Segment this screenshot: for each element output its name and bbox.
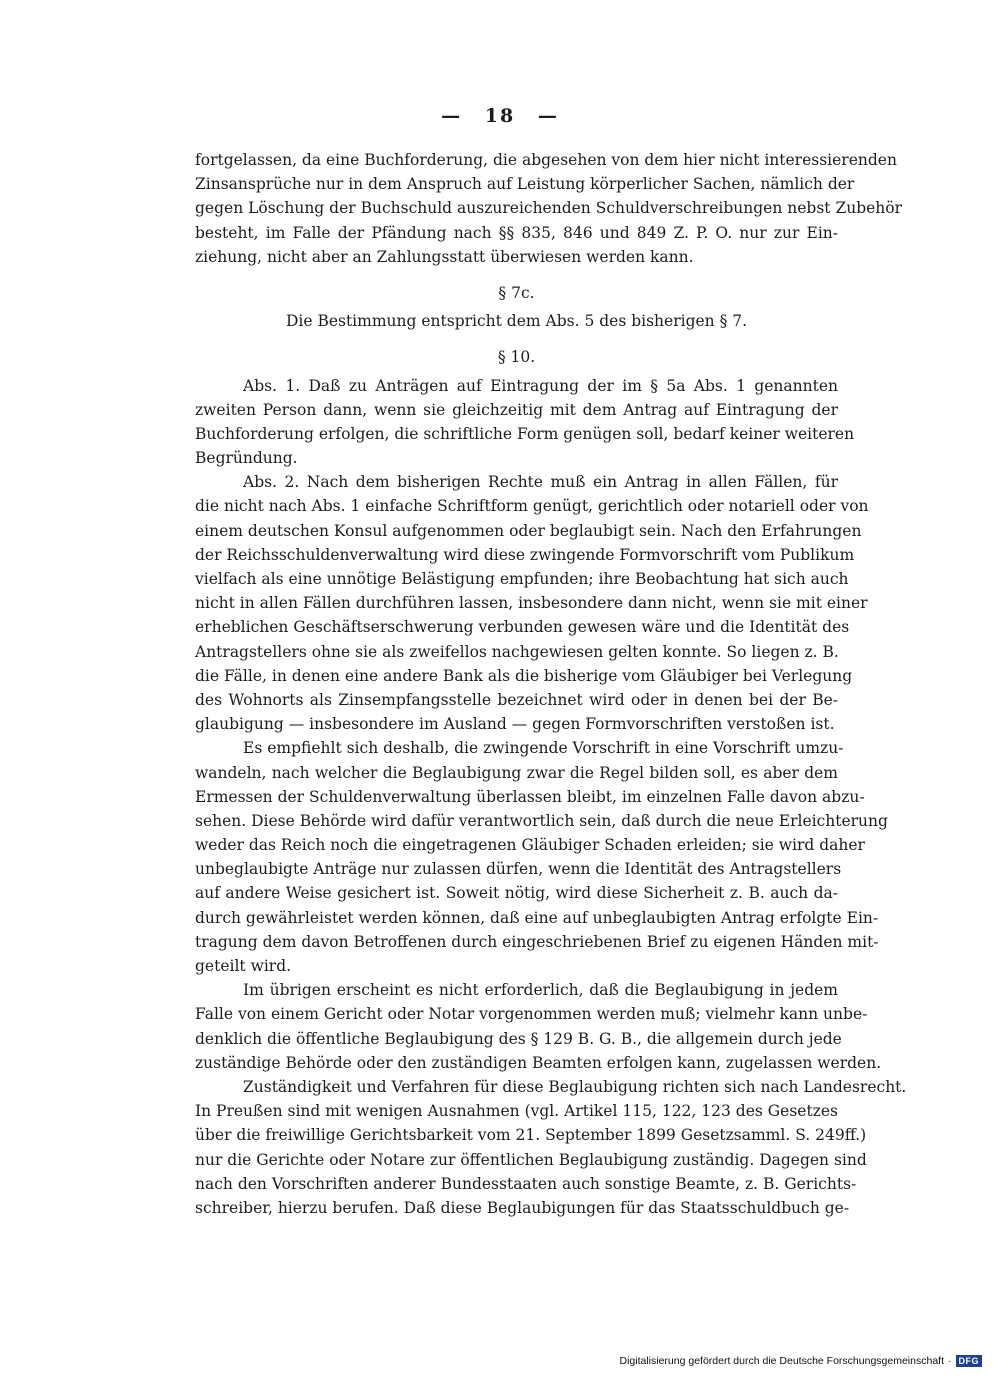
section-7c-text: Die Bestimmung entspricht dem Abs. 5 des bisherigen § 7. (285, 312, 748, 331)
paragraph-abs2 (195, 470, 869, 736)
document-body (195, 148, 907, 1220)
text-line: vielfach als eine unnötige Belästigung empfunden; ihre Beobachtung hat sich auch (195, 570, 849, 588)
paragraph-empfiehlt (195, 736, 888, 978)
text-line: Begründung. (195, 449, 298, 468)
text-line: Ermessen der Schuldenverwaltung überlassen bleibt, im einzelnen Falle davon abzu- (195, 787, 865, 806)
text-line: nach den Vorschriften anderer Bundesstaaten auch sonstige Beamte, z. B. Gerichts- (195, 1174, 857, 1193)
text-line: wandeln, nach welcher die Beglaubigung zwar die Regel bilden soll, es aber dem (195, 763, 838, 782)
dfg-logo-icon: DFG (956, 1355, 983, 1367)
text-line: nur die Gerichte oder Notare zur öffentlichen Beglaubigung zuständig. Dagegen sind (195, 1150, 867, 1169)
text-line: durch gewährleistet werden können, daß eine auf unbeglaubigten Antrag erfolgte Ein- (195, 908, 879, 927)
text-line: glaubigung — insbesondere im Ausland — gegen Formvorschriften verstoßen ist. (195, 715, 835, 734)
text-line: ziehung, nicht aber an Zahlungsstatt überwiesen werden kann. (195, 247, 694, 266)
text-line: unbeglaubigte Anträge nur zulassen dürfen, wenn die Identität des Antragstellers (195, 860, 842, 879)
text-line: zuständige Behörde oder den zuständigen Beamten erfolgen kann, zugelassen werden. (195, 1053, 882, 1072)
text-line: weder das Reich noch die eingetragenen Gläubiger Schaden erleiden; sie wird daher (195, 836, 865, 855)
text-line: besteht, im Falle der Pfändung nach §§ 835, 846 und 849 Z. P. O. nur zur Ein- (195, 223, 838, 242)
text-line: einem deutschen Konsul aufgenommen oder beglaubigt sein. Nach den Erfahrungen (195, 521, 862, 540)
text-line: die nicht nach Abs. 1 einfache Schriftform genügt, gerichtlich oder notariell oder von (195, 497, 869, 516)
paragraph-continuation (195, 148, 903, 269)
text-line: des Wohnorts als Zinsempfangsstelle bezeichnet wird oder in denen bei der Be- (195, 690, 838, 709)
text-line: nicht in allen Fällen durchführen lassen, insbesondere dann nicht, wenn sie mit einer (195, 594, 868, 613)
text-line: der Reichsschuldenverwaltung wird diese zwingende Formvorschrift vom Publikum (195, 545, 855, 564)
text-line: Antragstellers ohne sie als zweifellos nachgewiesen gelten konnte. So liegen z. B. (195, 642, 839, 661)
text-line: erheblichen Geschäftserschwerung verbunden gewesen wäre und die Identität des (195, 618, 850, 637)
paragraph-zustaendigkeit (195, 1075, 907, 1220)
text-line: denklich die öffentliche Beglaubigung des § 129 B. G. B., die allgemein durch jede (195, 1029, 842, 1048)
text-line: Falle von einem Gericht oder Notar vorgenommen werden muß; vielmehr kann unbe- (195, 1005, 868, 1024)
footer-separator: · (948, 1355, 952, 1367)
page-number: 18 (484, 105, 516, 127)
paragraph-uebrigen (195, 978, 882, 1075)
text-line: Zuständigkeit und Verfahren für diese Beglaubigung richten sich nach Landesrecht. (243, 1077, 907, 1096)
text-line: gegen Löschung der Buchschuld auszureichenden Schuldverschreibungen nebst Zubehör (195, 199, 903, 218)
text-line: In Preußen sind mit wenigen Ausnahmen (vgl. Artikel 115, 122, 123 des Gesetzes (195, 1102, 838, 1121)
text-line: Abs. 2. Nach dem bisherigen Rechte muß ein Antrag in allen Fällen, für (243, 473, 838, 492)
text-line: tragung dem davon Betroffenen durch eingeschriebenen Brief zu eigenen Händen mit- (195, 932, 879, 951)
text-line: zweiten Person dann, wenn sie gleichzeitig mit dem Antrag auf Eintragung der (195, 400, 838, 419)
page-number-header (0, 105, 1000, 127)
text-line: sehen. Diese Behörde wird dafür verantwortlich sein, daß durch die neue Erleichterung (195, 811, 888, 830)
text-line: über die freiwillige Gerichtsbarkeit vom 21. September 1899 Gesetzsamml. S. 249ff.) (195, 1126, 867, 1145)
text-line: fortgelassen, da eine Buchforderung, die abgesehen von dem hier nicht interessierenden (195, 151, 897, 169)
text-line: Im übrigen erscheint es nicht erforderlich, daß die Beglaubigung in jedem (243, 981, 838, 1000)
footer-text: Digitalisierung gefördert durch die Deutsche Forschungsgemeinschaft (619, 1355, 944, 1367)
section-heading-10: § 10. (497, 348, 536, 367)
page-number-dash-right: — (537, 105, 559, 127)
page-number-dash-left: — (441, 105, 463, 127)
text-line: Es empfiehlt sich deshalb, die zwingende Vorschrift in eine Vorschrift umzu- (243, 739, 844, 758)
text-line: Zinsansprüche nur in dem Anspruch auf Leistung körperlicher Sachen, nämlich der (195, 175, 855, 194)
text-line: geteilt wird. (195, 957, 292, 975)
section-heading-7c: § 7c. (498, 283, 535, 302)
text-line: Abs. 1. Daß zu Anträgen auf Eintragung der im § 5a Abs. 1 genannten (243, 376, 838, 395)
footer-credit (619, 1355, 982, 1367)
text-line: schreiber, hierzu berufen. Daß diese Beglaubigungen für das Staatsschuldbuch ge- (195, 1198, 850, 1217)
text-line: Buchforderung erfolgen, die schriftliche Form genügen soll, bedarf keiner weiteren (195, 424, 855, 443)
paragraph-abs1 (195, 374, 855, 471)
text-line: auf andere Weise gesichert ist. Soweit nötig, wird diese Sicherheit z. B. auch da- (195, 884, 838, 903)
text-line: die Fälle, in denen eine andere Bank als die bisherige vom Gläubiger bei Verlegung (195, 666, 853, 685)
